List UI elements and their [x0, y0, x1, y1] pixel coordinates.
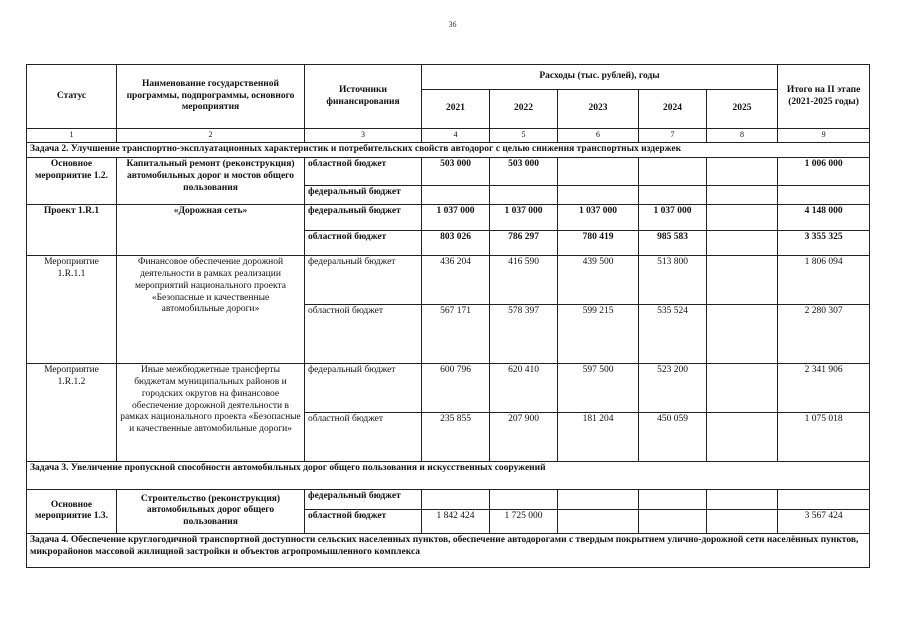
page-number: 36 [448, 20, 457, 29]
value-2023: 439 500 [558, 255, 639, 304]
value-2021: 803 026 [422, 230, 490, 255]
row-status: Мероприятие 1.R.1.2 [27, 363, 117, 461]
column-numbers-row [27, 129, 870, 143]
value-total: 4 148 000 [778, 204, 870, 230]
header-sources: Источники финансирования [305, 65, 422, 129]
value-2023: 599 215 [558, 304, 639, 363]
value-2021: 567 171 [422, 304, 490, 363]
row-name: Капитальный ремонт (реконструкция) автомобильных дорог и мостов общего пользования [117, 157, 305, 204]
header-status: Статус [27, 65, 117, 129]
table-row [27, 489, 870, 509]
value-total: 1 006 000 [778, 157, 870, 185]
value-total [778, 489, 870, 509]
value-2021: 235 855 [422, 412, 490, 461]
value-2022: 503 000 [490, 157, 558, 185]
header-expenses: Расходы (тыс. рублей), годы [422, 65, 778, 90]
value-total: 3 355 325 [778, 230, 870, 255]
funding-source: федеральный бюджет [305, 204, 422, 230]
value-2024: 450 059 [639, 412, 707, 461]
value-2024: 1 037 000 [639, 204, 707, 230]
header-year: 2022 [490, 90, 558, 129]
task-row [27, 533, 870, 567]
value-2024: 535 524 [639, 304, 707, 363]
value-2023 [558, 509, 639, 533]
value-2025 [707, 412, 778, 461]
value-2025 [707, 304, 778, 363]
value-total: 2 280 307 [778, 304, 870, 363]
value-2023: 181 204 [558, 412, 639, 461]
column-number: 4 [422, 129, 490, 143]
value-2022: 1 037 000 [490, 204, 558, 230]
value-2021 [422, 185, 490, 204]
funding-source: областной бюджет [305, 304, 422, 363]
value-2024 [639, 509, 707, 533]
header-year: 2021 [422, 90, 490, 129]
value-2021: 1 842 424 [422, 509, 490, 533]
value-2022: 578 397 [490, 304, 558, 363]
task-3-title: Задача 3. Увеличение пропускной способности автомобильных дорог общего пользования и искусственных сооружений [27, 461, 870, 489]
value-2021 [422, 489, 490, 509]
column-number: 6 [558, 129, 639, 143]
column-number: 7 [639, 129, 707, 143]
value-2021: 503 000 [422, 157, 490, 185]
funding-source: областной бюджет [305, 230, 422, 255]
column-number: 5 [490, 129, 558, 143]
header-total: Итого на II этапе (2021-2025 годы) [778, 65, 870, 129]
column-number: 1 [27, 129, 117, 143]
value-2025 [707, 489, 778, 509]
value-2023: 597 500 [558, 363, 639, 412]
funding-source: областной бюджет [305, 157, 422, 185]
task-4-title: Задача 4. Обеспечение круглогодичной транспортной доступности сельских населенных пунктов, обеспечение автодорогами с твердым покрытием улично-дорожной сети населённых пунктов, микрорайонов массовой жилищной застройки и объектов агропромышленного комплекса [27, 533, 870, 567]
table-row [27, 204, 870, 230]
funding-source: федеральный бюджет [305, 363, 422, 412]
value-2022: 207 900 [490, 412, 558, 461]
value-total: 1 806 094 [778, 255, 870, 304]
value-total: 1 075 018 [778, 412, 870, 461]
value-2024 [639, 185, 707, 204]
value-2022 [490, 185, 558, 204]
value-2024: 513 800 [639, 255, 707, 304]
value-2022: 786 297 [490, 230, 558, 255]
row-name: Иные межбюджетные трансферты бюджетам муниципальных районов и городских округов на финансовое обеспечение дорожной деятельности в рамках национального проекта «Безопасные и качественные автомобильные дороги» [117, 363, 305, 461]
row-status: Основное мероприятие 1.2. [27, 157, 117, 204]
value-2021: 1 037 000 [422, 204, 490, 230]
value-2023: 780 419 [558, 230, 639, 255]
value-2022: 620 410 [490, 363, 558, 412]
value-2023: 1 037 000 [558, 204, 639, 230]
row-status: Мероприятие 1.R.1.1 [27, 255, 117, 363]
value-2025 [707, 363, 778, 412]
table-row [27, 255, 870, 304]
funding-source: федеральный бюджет [305, 255, 422, 304]
value-2021: 600 796 [422, 363, 490, 412]
value-total: 2 341 906 [778, 363, 870, 412]
header-year: 2025 [707, 90, 778, 129]
value-2022 [490, 489, 558, 509]
column-number: 9 [778, 129, 870, 143]
row-name: «Дорожная сеть» [117, 204, 305, 255]
value-2021: 436 204 [422, 255, 490, 304]
value-2025 [707, 204, 778, 230]
value-2023 [558, 157, 639, 185]
value-2023 [558, 185, 639, 204]
value-2024 [639, 489, 707, 509]
row-name: Строительство (реконструкция) автомобильных дорог общего пользования [117, 489, 305, 533]
value-total [778, 185, 870, 204]
value-2024: 985 583 [639, 230, 707, 255]
row-status: Проект 1.R.1 [27, 204, 117, 255]
header-year: 2024 [639, 90, 707, 129]
funding-source: областной бюджет [305, 509, 422, 533]
value-2025 [707, 255, 778, 304]
value-2025 [707, 509, 778, 533]
table-row [27, 157, 870, 185]
value-total: 3 567 424 [778, 509, 870, 533]
value-2024: 523 200 [639, 363, 707, 412]
task-2-title: Задача 2. Улучшение транспортно-эксплуатационных характеристик и потребительских свойств автодорог с целью снижения транспортных издержек [27, 143, 870, 158]
funding-source: федеральный бюджет [305, 185, 422, 204]
header-name: Наименование государственной программы, подпрограммы, основного мероприятия [117, 65, 305, 129]
column-number: 2 [117, 129, 305, 143]
budget-table [26, 64, 870, 568]
funding-source: областной бюджет [305, 412, 422, 461]
value-2025 [707, 185, 778, 204]
row-status: Основное мероприятие 1.3. [27, 489, 117, 533]
value-2025 [707, 157, 778, 185]
header-year: 2023 [558, 90, 639, 129]
column-number: 3 [305, 129, 422, 143]
task-row [27, 143, 870, 158]
value-2025 [707, 230, 778, 255]
value-2024 [639, 157, 707, 185]
value-2023 [558, 489, 639, 509]
value-2022: 1 725 000 [490, 509, 558, 533]
funding-source: федеральный бюджет [305, 489, 422, 509]
row-name: Финансовое обеспечение дорожной деятельности в рамках реализации мероприятий национального проекта «Безопасные и качественные автомобильные дороги» [117, 255, 305, 363]
table-row [27, 363, 870, 412]
task-row [27, 461, 870, 489]
column-number: 8 [707, 129, 778, 143]
value-2022: 416 590 [490, 255, 558, 304]
